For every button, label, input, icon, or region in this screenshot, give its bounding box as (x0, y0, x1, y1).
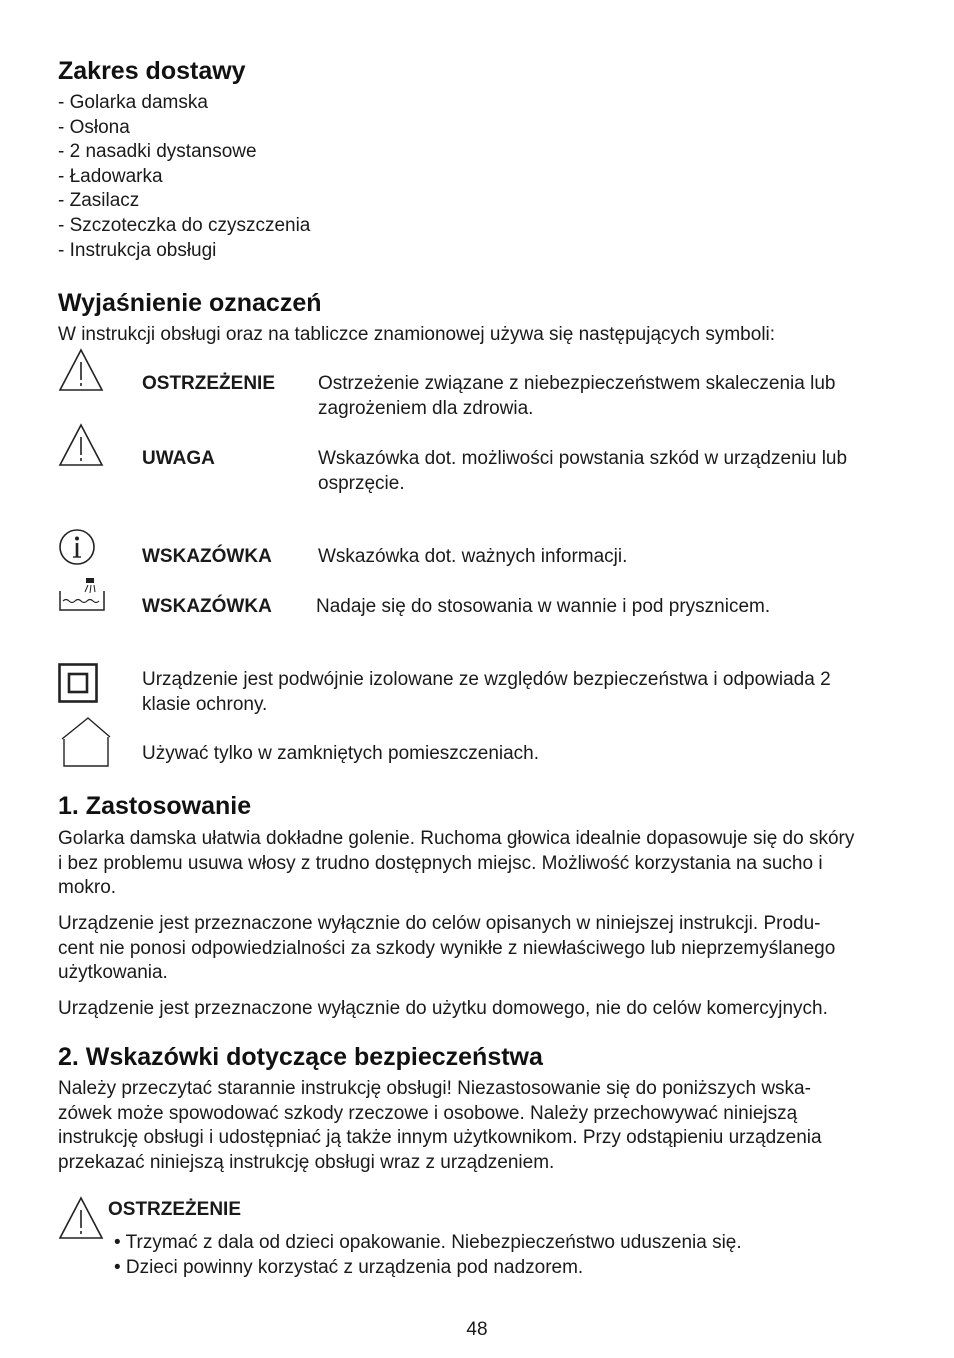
safety-warning-label: OSTRZEŻENIE (108, 1199, 242, 1220)
list-item: - Szczoteczka do czyszczenia (58, 214, 311, 236)
list-item: - Ładowarka (58, 165, 163, 187)
symbol-label-bath: WSKAZÓWKA (142, 596, 272, 617)
symbol-text-warning: Ostrzeżenie związane z niebezpieczeństwem skaleczenia lub zagrożeniem dla zdrowia. (318, 373, 836, 419)
warning-triangle-icon (58, 348, 104, 392)
list-item: • Dzieci powinny korzystać z urządzenia pod nadzorem. (114, 1256, 584, 1278)
symbols-title: Wyjaśnienie oznaczeń (58, 289, 322, 317)
usage-title: 1. Zastosowanie (58, 792, 252, 820)
symbol-label-warning: OSTRZEŻENIE (142, 373, 276, 394)
delivery-title: Zakres dostawy (58, 57, 246, 85)
double-insulation-text: Urządzenie jest podwójnie izolowane ze względów bezpieczeństwa i odpowiada 2 klasie ochrony. (142, 669, 831, 715)
bath-shower-icon (58, 575, 106, 613)
symbol-text-caution: Wskazówka dot. możliwości powstania szkód w urządzeniu lub osprzęcie. (318, 448, 848, 494)
warning-triangle-icon (58, 1196, 104, 1240)
safety-bullets (114, 1231, 742, 1280)
list-item: - 2 nasadki dystansowe (58, 141, 257, 163)
usage-paragraph-1: Golarka damska ułatwia dokładne golenie. Ruchoma głowica idealnie dopasowuje się do skóry i bez problemu usuwa włosy z trudno dostępnych miejsc. Możliwość korzystania na sucho i mokro. (58, 828, 855, 898)
symbol-text-bath: Nadaje się do stosowania w wannie i pod prysznicem. (316, 596, 771, 617)
delivery-list (58, 91, 310, 263)
page-number: 48 (466, 1319, 488, 1340)
list-item: - Zasilacz (58, 190, 140, 212)
safety-paragraph: Należy przeczytać starannie instrukcję obsługi! Niezastosowanie się do poniższych wska- zówek może spowodować szkody rzeczowe i osobowe. Należy przechowywać niniejszą instrukcję obsługi i udostępniać ją także innym użytkownikom. Przy odstąpieniu urządzenia przekazać niniejszą instrukcję obsługi wraz z urządzeniem. (58, 1078, 822, 1173)
symbol-label-caution: UWAGA (142, 448, 215, 469)
double-insulation-icon (58, 663, 98, 703)
list-item: - Osłona (58, 116, 130, 138)
caution-triangle-icon (58, 423, 104, 467)
usage-paragraph-2: Urządzenie jest przeznaczone wyłącznie do celów opisanych w niniejszej instrukcji. Produ- cent nie ponosi odpowiedzialności za szkody wynikłe z niewłaściwego lub nieprzemyślanego użytkowania. (58, 913, 836, 983)
symbol-text-info: Wskazówka dot. ważnych informacji. (318, 546, 628, 567)
list-item: - Instrukcja obsługi (58, 239, 217, 261)
list-item: - Golarka damska (58, 92, 208, 113)
list-item: • Trzymać z dala od dzieci opakowanie. Niebezpieczeństwo uduszenia się. (114, 1232, 742, 1253)
info-icon (58, 528, 96, 566)
indoor-text: Używać tylko w zamkniętych pomieszczeniach. (142, 743, 540, 764)
indoor-house-icon (58, 715, 112, 769)
symbol-label-info: WSKAZÓWKA (142, 546, 272, 567)
symbols-intro: W instrukcji obsługi oraz na tabliczce znamionowej używa się następujących symboli: (58, 324, 776, 345)
usage-paragraph-3: Urządzenie jest przeznaczone wyłącznie do użytku domowego, nie do celów komercyjnych. (58, 998, 828, 1019)
safety-title: 2. Wskazówki dotyczące bezpieczeństwa (58, 1043, 543, 1071)
